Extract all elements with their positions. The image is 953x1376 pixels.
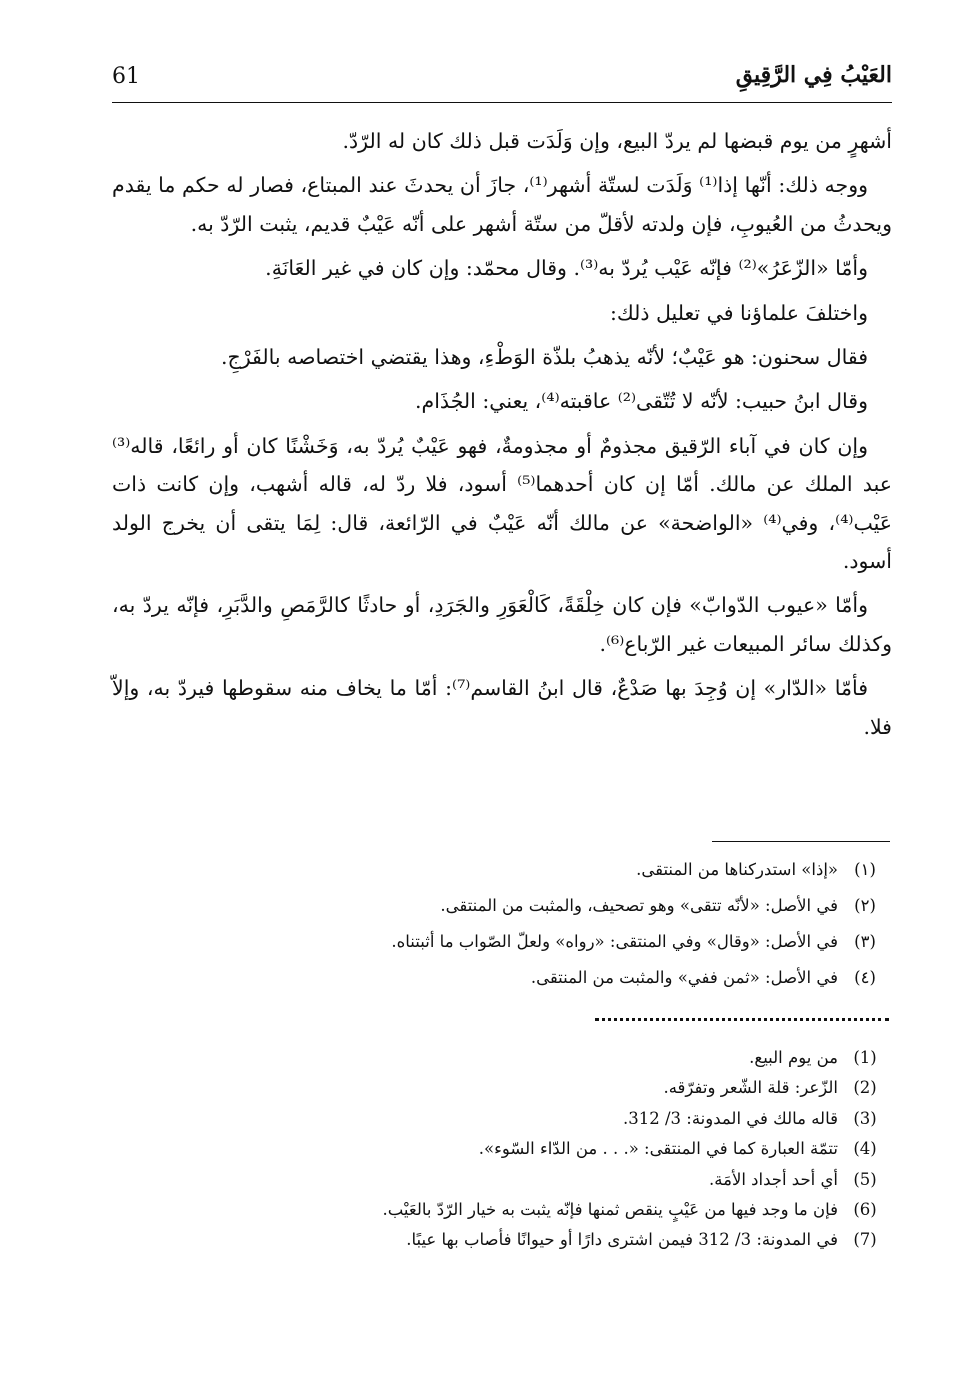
paragraph: وأمّا «الزّعَرُ»⁽²⁾ فإنّه عَيْب يُردّ به⁽³⁾. وقال محمّد: وإن كان في غير العَانَةِ. [265,256,868,281]
paragraph: وأمّا «عيوب الدّوابّ» فإن كان خِلْقَةً، كَالْعَوَرِ والجَرَدِ، أو حادثًا كالرَّمَصِ والدَّبَرِ، فإنّه يردّ به، وكذلك سائر المبيعات غير الرّباع⁽⁶⁾. [112,593,892,656]
footnote-number: (4) [853,1139,877,1159]
paragraph: وقال ابنُ حبيب: لأنّه لا تُتّقى⁽²⁾ عاقبته⁽⁴⁾، يعني: الجُذَام. [415,389,868,414]
footnote-number: (3) [853,1108,877,1128]
footnote-number: (٢) [854,896,876,915]
footnote-item [112,1165,892,1195]
footnote-number: (2) [853,1078,877,1098]
paragraph: وإن كان في آباء الرّقيق مجذومٌ أو مجذومةٌ، فهو عَيْبٌ يُردّ به، وَخَشْنًا كان أو رائعًا، قاله⁽³⁾ عبد الملك عن مالك. أمّا إن كان أحدهما⁽⁵⁾ أسود، فلا ردّ له، قاله أشهب، وإن كانت ذات عَيْب⁽⁴⁾، وفي⁽⁴⁾ «الواضحة» عن مالك أنّه عَيْبٌ في الرّائعة، قال: لِمَا يتقى أن يخرج الولد أسود. [112,433,892,574]
footnote-text: في الأصل: «وقال» وفي المنتقى: «رواه» ولعلّ الصّواب ما أثبتناه. [391,932,838,951]
footnote-text: الزّعر: قلة الشّعر وتفرّقه. [663,1078,838,1098]
footnote-text: تتمّة العبارة كما في المنتقى: «. . . من الدّاء السّوء». [478,1139,838,1159]
paragraph: واختلفَ علماؤنا في تعليل ذلك: [609,300,868,325]
footnote-number: (1) [853,1048,877,1067]
footnote-item [112,1073,892,1103]
paragraph: فقال سحنون: هو عَيْبٌ؛ لأنّه يذهبُ بلذّة الوَطْءِ، وهذا يقتضي اختصاصه بالفَرْجِ. [220,345,868,370]
footnote-rule [712,841,890,842]
footnote-text: في الأصل: «لأنّه تتقى» وهو تصحيف، والمثبت من المنتقى. [440,896,838,915]
footnote-text: أي أحد أجداد الأمَة. [709,1169,838,1189]
footnote-item [112,852,892,888]
footnote-text: في الأصل: «ثمن ففي» والمثبت من المنتقى. [530,968,838,987]
main-text [112,122,892,752]
dotted-separator [595,1018,889,1029]
source-footnotes [112,1043,892,1256]
footnote-number: (6) [853,1200,877,1220]
footnote-item [112,960,892,996]
footnote-item [112,1043,892,1073]
footnote-number: (7) [853,1230,877,1250]
paragraph: أشهرٍ من يوم قبضها لم يردّ البيع، وإن وَلَدَت قبل ذلك كان له الرّدّ. [342,129,892,153]
header-rule [112,102,892,103]
footnote-item [112,924,892,960]
footnote-number: (٣) [854,932,876,951]
footnote-text: «إذا» استدركناها من المنتقى. [636,860,838,879]
page-number: 61 [112,64,140,89]
footnote-number: (١) [854,860,876,879]
paragraph: فأمّا «الدّار» إن وُجِدَ بها صَدْعٌ، قال ابنُ القاسم⁽⁷⁾: أمّا ما يخاف منه سقوطها فيردّ به، وإلاّ فلا. [112,676,892,739]
footnote-text: في المدونة: 3/ 312 فيمن اشترى دارًا أو حيوانًا فأصاب بها عيبًا. [406,1230,838,1250]
footnote-number: (٤) [854,968,876,987]
footnote-item [112,1195,892,1225]
paragraph: ووجه ذلك: أنّها إذا⁽¹⁾ وَلَدَت لستّة أشهر⁽¹⁾، جازَ أن يحدثَ عند المبتاع، فصار له حكم ما يقدم ويحدثُ من العُيوبِ، فإن ولدته لأقلّ من ستّة أشهر على أنّه عَيْبٌ قديم، يثبت الرّدّ به. [112,173,892,236]
footnote-item [112,1104,892,1134]
page-header [112,60,892,104]
footnote-text: قاله مالك في المدونة: 3/ 312. [622,1108,838,1128]
footnote-number: (5) [853,1169,877,1189]
footnote-text: من يوم البيع. [749,1048,838,1067]
footnote-item [112,1225,892,1255]
footnote-item [112,888,892,924]
footnote-item [112,1134,892,1164]
running-title: العَيْبُ فِي الرَّقِيقِ [735,62,892,88]
editor-footnotes [112,852,892,996]
footnote-text: فإن ما وجد فيها من عَيْبٍ ينقص ثمنها فإنّه يثبت به خيار الرّدّ بالعَيْب. [382,1200,838,1220]
